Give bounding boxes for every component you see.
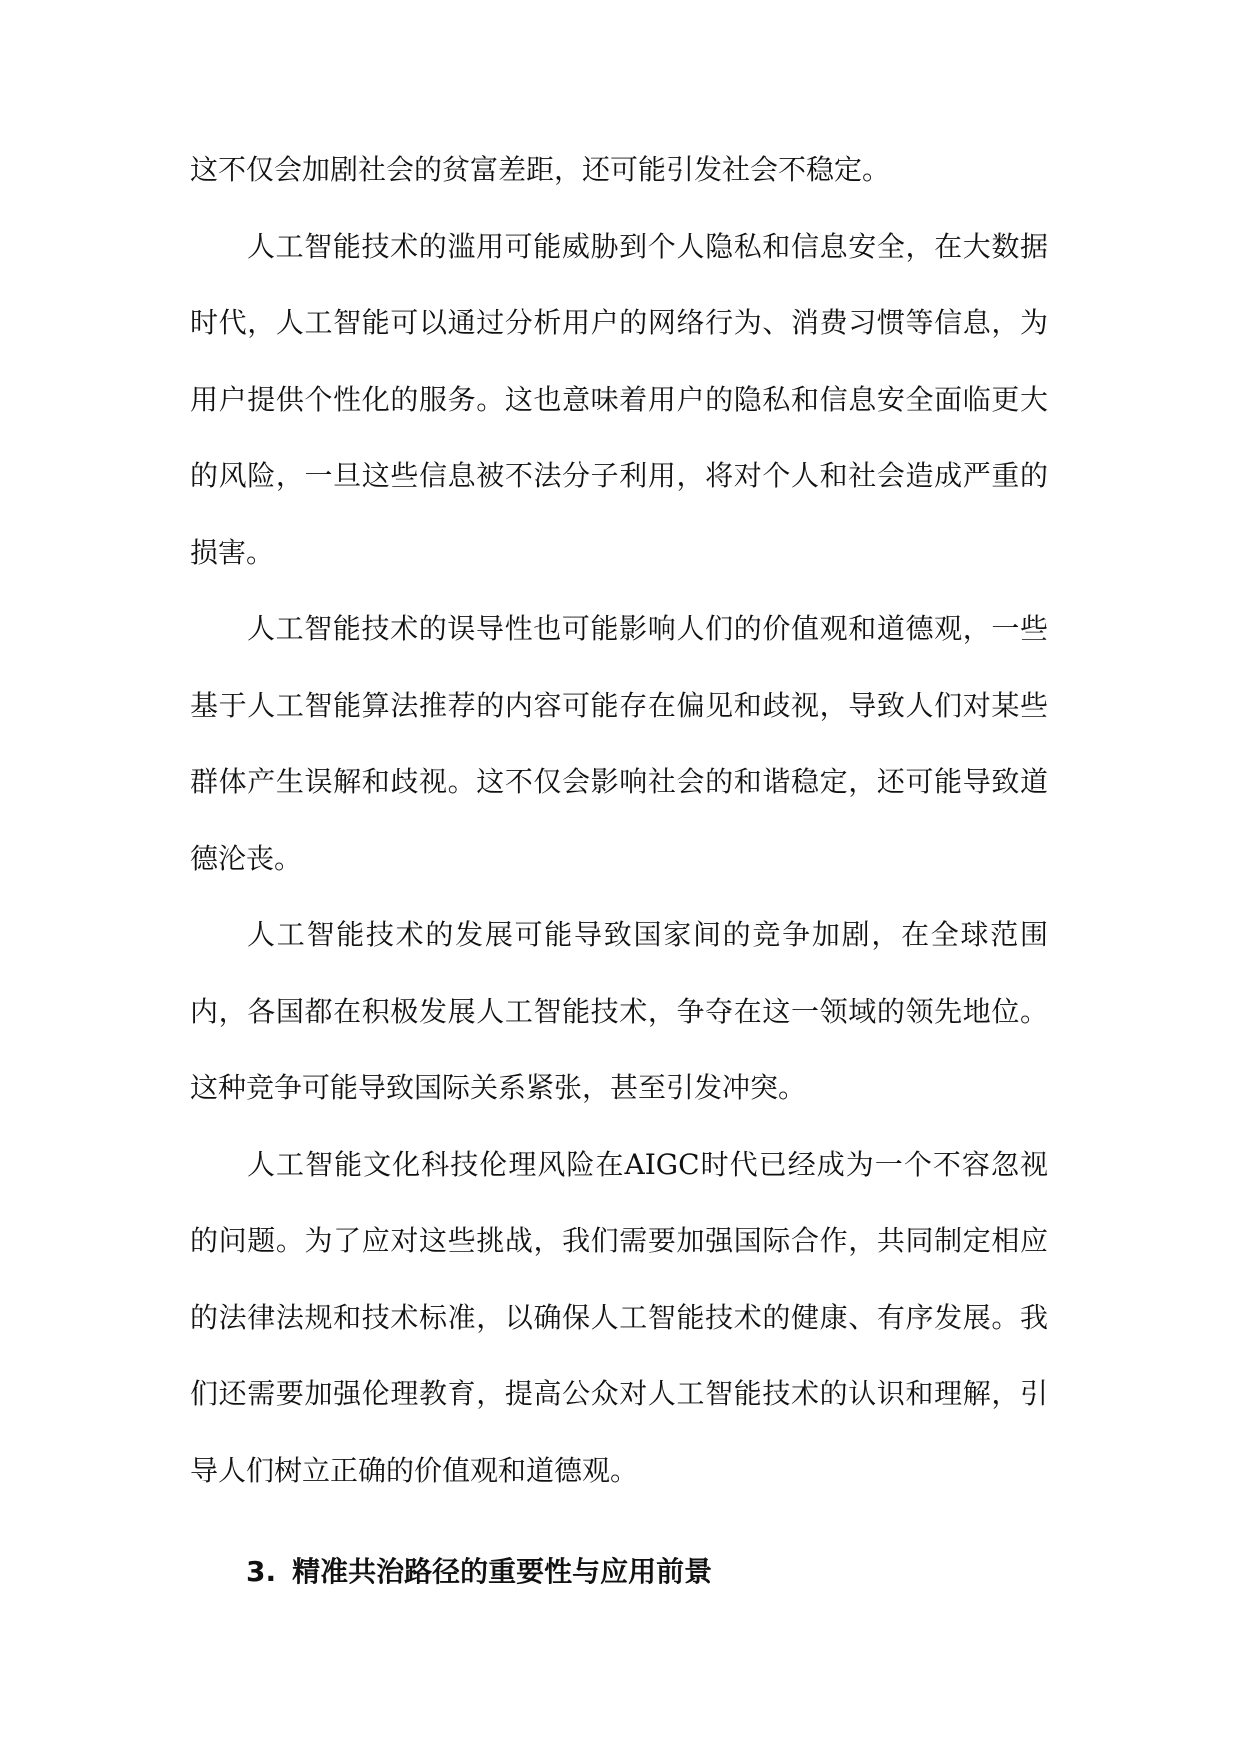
paragraph-ethics-conclusion: 人工智能文化科技伦理风险在AIGC时代已经成为一个不容忽视的问题。为了应对这些挑战，我们需要加强国际合作，共同制定相应的法律法规和技术标准，以确保人工智能技术的健康、有序发展。我们还需要加强伦理教育，提高公众对人工智能技术的认识和理解，引导人们树立正确的价值观和道德观。	[190, 1147, 1048, 1487]
paragraph-national-competition: 人工智能技术的发展可能导致国家间的竞争加剧，在全球范围内，各国都在积极发展人工智能技术，争夺在这一领域的领先地位。这种竞争可能导致国际关系紧张，甚至引发冲突。	[190, 918, 1048, 1104]
paragraph-continuation: 这不仅会加剧社会的贫富差距，还可能引发社会不稳定。	[190, 153, 891, 186]
document-body	[190, 132, 1048, 1610]
paragraph-misleading-values: 人工智能技术的误导性也可能影响人们的价值观和道德观，一些基于人工智能算法推荐的内容可能存在偏见和歧视，导致人们对某些群体产生误解和歧视。这不仅会影响社会的和谐稳定，还可能导致道德沦丧。	[190, 612, 1048, 875]
section-heading	[190, 1534, 1048, 1610]
section-number: 3.	[246, 1555, 277, 1588]
paragraph-privacy-risk: 人工智能技术的滥用可能威胁到个人隐私和信息安全，在大数据时代，人工智能可以通过分析用户的网络行为、消费习惯等信息，为用户提供个性化的服务。这也意味着用户的隐私和信息安全面临更大的风险，一旦这些信息被不法分子利用，将对个人和社会造成严重的损害。	[190, 229, 1048, 569]
section-title: 精准共治路径的重要性与应用前景	[292, 1555, 713, 1588]
